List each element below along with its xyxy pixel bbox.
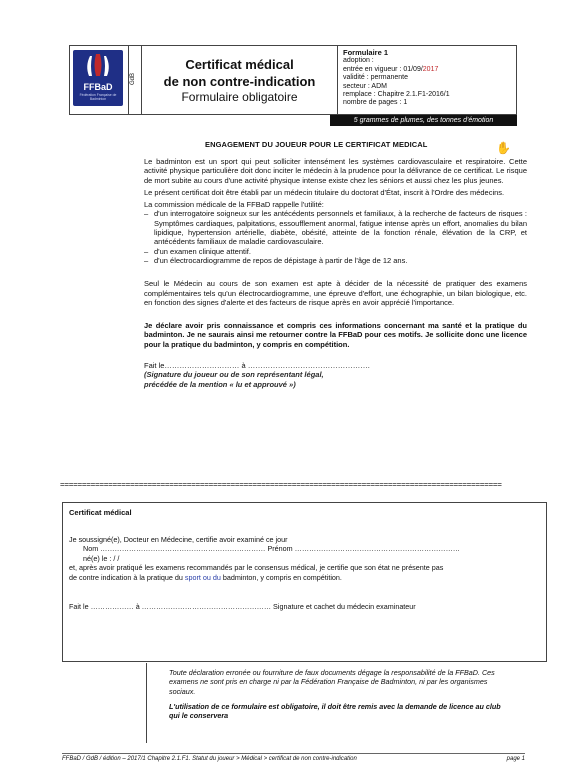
form-validity: validité : permanente: [343, 74, 408, 82]
cert-line-exams: et, après avoir pratiqué les examens recommandés par le consensus médical, je certifie que son état ne présente pas: [69, 563, 444, 572]
cert-line-contraindication: [69, 573, 540, 583]
footnote-mandatory: L'utilisation de ce formulaire est obligatoire, il doit être remis avec la demande de licence au club qui le conservera: [169, 701, 501, 721]
list-item: – d'un examen clinique attentif.: [144, 247, 527, 256]
fait-le-line[interactable]: Fait le………………………… à ………………………………………….: [144, 361, 370, 371]
paragraph-3: La commission médicale de la FFBaD rappelle l'utilité:: [144, 200, 324, 210]
form-replaces: remplace : Chapitre 2.1.F1-2016/1: [343, 91, 450, 99]
cert-name-field[interactable]: Nom …………………………………………………………… Prénom ……………………………………………………………: [83, 544, 460, 553]
vertical-label: GdB: [130, 72, 137, 86]
form-info-box: [338, 46, 516, 114]
player-signature-block: [144, 361, 527, 389]
list-item: – d'un électrocardiogramme de repos de dépistage à partir de l'âge de 12 ans.: [144, 256, 527, 265]
form-pages: nombre de pages : 1: [343, 99, 408, 107]
page-footer: [62, 753, 525, 762]
form-number: Formulaire 1: [343, 48, 389, 57]
player-declaration: Je déclare avoir pris connaissance et compris ces informations concernant ma santé et la pratique du badminton. Je ne saurais ainsi me retourner contre la FFBaD pour ces motifs. Je sollicite donc une licence pour la pratique du badminton, y compris en compétition.: [144, 321, 527, 349]
engagement-body: [144, 157, 527, 389]
entry-label: entrée en vigueur : 01/09/: [343, 65, 423, 73]
form-entry-date: [343, 66, 516, 74]
title-box: [142, 46, 338, 114]
logo-area: [70, 46, 128, 114]
doc-subtitle: Formulaire obligatoire: [181, 90, 298, 104]
document-header: [69, 45, 517, 115]
cert-line5c: badminton, y compris en compétition.: [220, 572, 342, 582]
hand-icon: ✋: [496, 141, 511, 155]
logo-text: FFBaD: [83, 82, 113, 92]
signature-instruction-2: précédée de la mention « lu et approuvé »): [144, 379, 296, 389]
paragraph-1: Le badminton est un sport qui peut solliciter intensément les systèmes cardiovasculaire et respiratoire. Cette activité physique particulière doit donc inciter le médecin à la prudence pour la délivrance de ce certificat. Le risque de mort subite au cours d'une activité physique intense existe chez les séniors et aussi chez les plus jeunes.: [144, 157, 527, 185]
paragraph-4: Seul le Médecin au cours de son examen est apte à décider de la nécessité de pratiquer des examens complémentaires tels qu'un électrocardiogramme, une épreuve d'effort, une échographie, un bilan biologique, etc. en fonction des signes d'alerte et des facteurs de risque après en avoir apprécié l'importance.: [144, 279, 527, 307]
footer-page-number: page 1: [506, 756, 525, 762]
slogan-banner: 5 grammes de plumes, des tonnes d'émotion: [330, 115, 517, 126]
doc-title-line2: de non contre-indication: [163, 74, 316, 89]
footnote-liability: Toute déclaration erronée ou fourniture de faux documents dégage la responsabilité de la FFBaD. Ces examens ne sont pris en charge ni par la Fédération Française de Badminton, ni par les organismes sociaux.: [169, 668, 495, 696]
vertical-label-box: [128, 46, 142, 114]
form-adoption: adoption :: [343, 57, 374, 65]
separator-line: =====================================================================================================: [60, 480, 502, 489]
list-item: – d'un interrogatoire soigneux sur les antécédents personnels et familiaux, à la recherche de facteurs de risques : Symptômes cardiaques, palpitations, essoufflement anormal, fatigue intense après un effort, anomalies du bilan lipidique, hypertension artérielle, diabète, obésité, atteinte de la fonction rénale, élévation de la CRP, et antécédents familiaux de maladie cardiovasculaire.: [144, 209, 527, 246]
shuttlecock-feathers-icon: [73, 50, 123, 82]
doc-title-line1: Certificat médical: [185, 57, 294, 72]
utility-list: [144, 209, 527, 265]
certificate-title: Certificat médical: [69, 508, 132, 517]
cert-signature-field[interactable]: Fait le ……………… à ……………………………………………… Signature et cachet du médecin examinateur: [69, 602, 416, 611]
signature-instruction-1: (Signature du joueur ou de son représentant légal,: [144, 370, 324, 380]
form-sector: secteur : ADM: [343, 82, 387, 90]
cert-line5b: sport ou du: [184, 572, 221, 582]
cert-line5a: de contre indication à la pratique du: [69, 572, 185, 582]
logo-subtitle: Fédération Française de Badminton: [79, 93, 117, 101]
ffbad-logo: [73, 50, 123, 106]
paragraph-2: Le présent certificat doit être établi par un médecin titulaire du doctorat d'État, inscrit à l'Ordre des médecins.: [144, 187, 505, 197]
medical-certificate-box: [62, 502, 547, 662]
engagement-title: ENGAGEMENT DU JOUEUR POUR LE CERTIFICAT MEDICAL: [205, 140, 428, 149]
entry-year: 2017: [422, 65, 439, 73]
footer-path: FFBaD / GdB / édition – 2017/1 Chapitre 2.1.F1. Statut du joueur > Médical > certificat de non contre-indication: [62, 756, 357, 762]
footnote-box: [146, 663, 502, 743]
cert-line-doctor: Je soussigné(e), Docteur en Médecine, certifie avoir examiné ce jour: [69, 534, 288, 544]
cert-birthdate-field[interactable]: né(e) le : / /: [83, 553, 120, 563]
